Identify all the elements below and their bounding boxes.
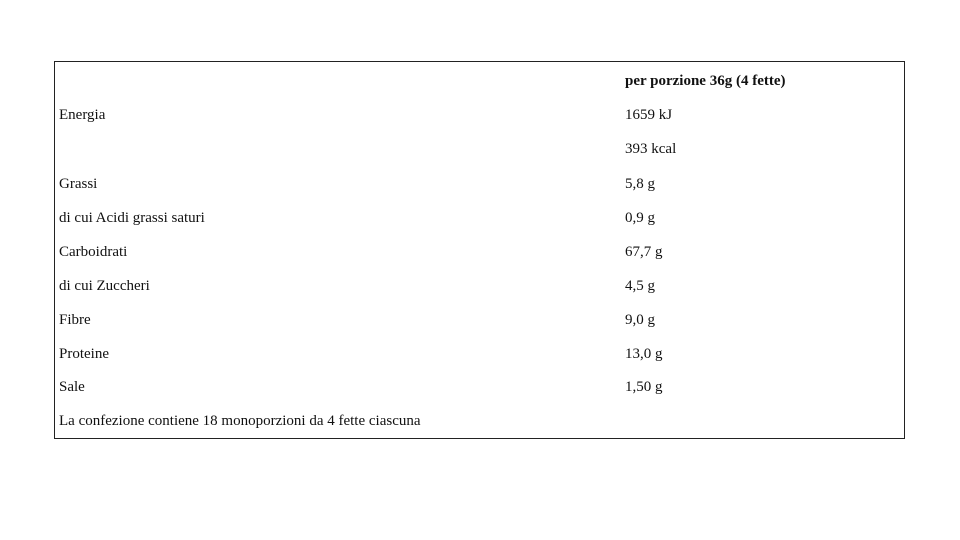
table-row [55, 274, 904, 298]
table-row [55, 240, 904, 264]
row-label-grassi: Grassi [59, 176, 98, 192]
row-label-carboidrati: Carboidrati [59, 244, 128, 260]
row-value-proteine: 13,0 g [625, 346, 663, 362]
row-value-energia-kcal: 393 kcal [625, 141, 677, 157]
row-label-acidi-grassi-saturi: di cui Acidi grassi saturi [59, 210, 205, 226]
table-row [55, 342, 904, 366]
row-label-sale: Sale [59, 379, 85, 395]
nutrition-table [54, 61, 905, 439]
table-row [55, 103, 904, 127]
table-row [55, 172, 904, 196]
package-footnote: La confezione contiene 18 monoporzioni da 4 fette ciascuna [59, 413, 421, 429]
table-header-row [55, 69, 904, 93]
row-label-fibre: Fibre [59, 312, 91, 328]
row-value-zuccheri: 4,5 g [625, 278, 655, 294]
table-row [55, 375, 904, 399]
row-label-zuccheri: di cui Zuccheri [59, 278, 150, 294]
serving-size-header: per porzione 36g (4 fette) [625, 73, 786, 89]
row-label-proteine: Proteine [59, 346, 109, 362]
row-value-carboidrati: 67,7 g [625, 244, 663, 260]
row-value-fibre: 9,0 g [625, 312, 655, 328]
row-label-energia: Energia [59, 107, 106, 123]
row-value-acidi-grassi-saturi: 0,9 g [625, 210, 655, 226]
table-row [55, 308, 904, 332]
row-value-sale: 1,50 g [625, 379, 663, 395]
table-row [55, 206, 904, 230]
row-value-grassi: 5,8 g [625, 176, 655, 192]
row-value-energia-kj: 1659 kJ [625, 107, 673, 123]
table-row [55, 137, 904, 161]
